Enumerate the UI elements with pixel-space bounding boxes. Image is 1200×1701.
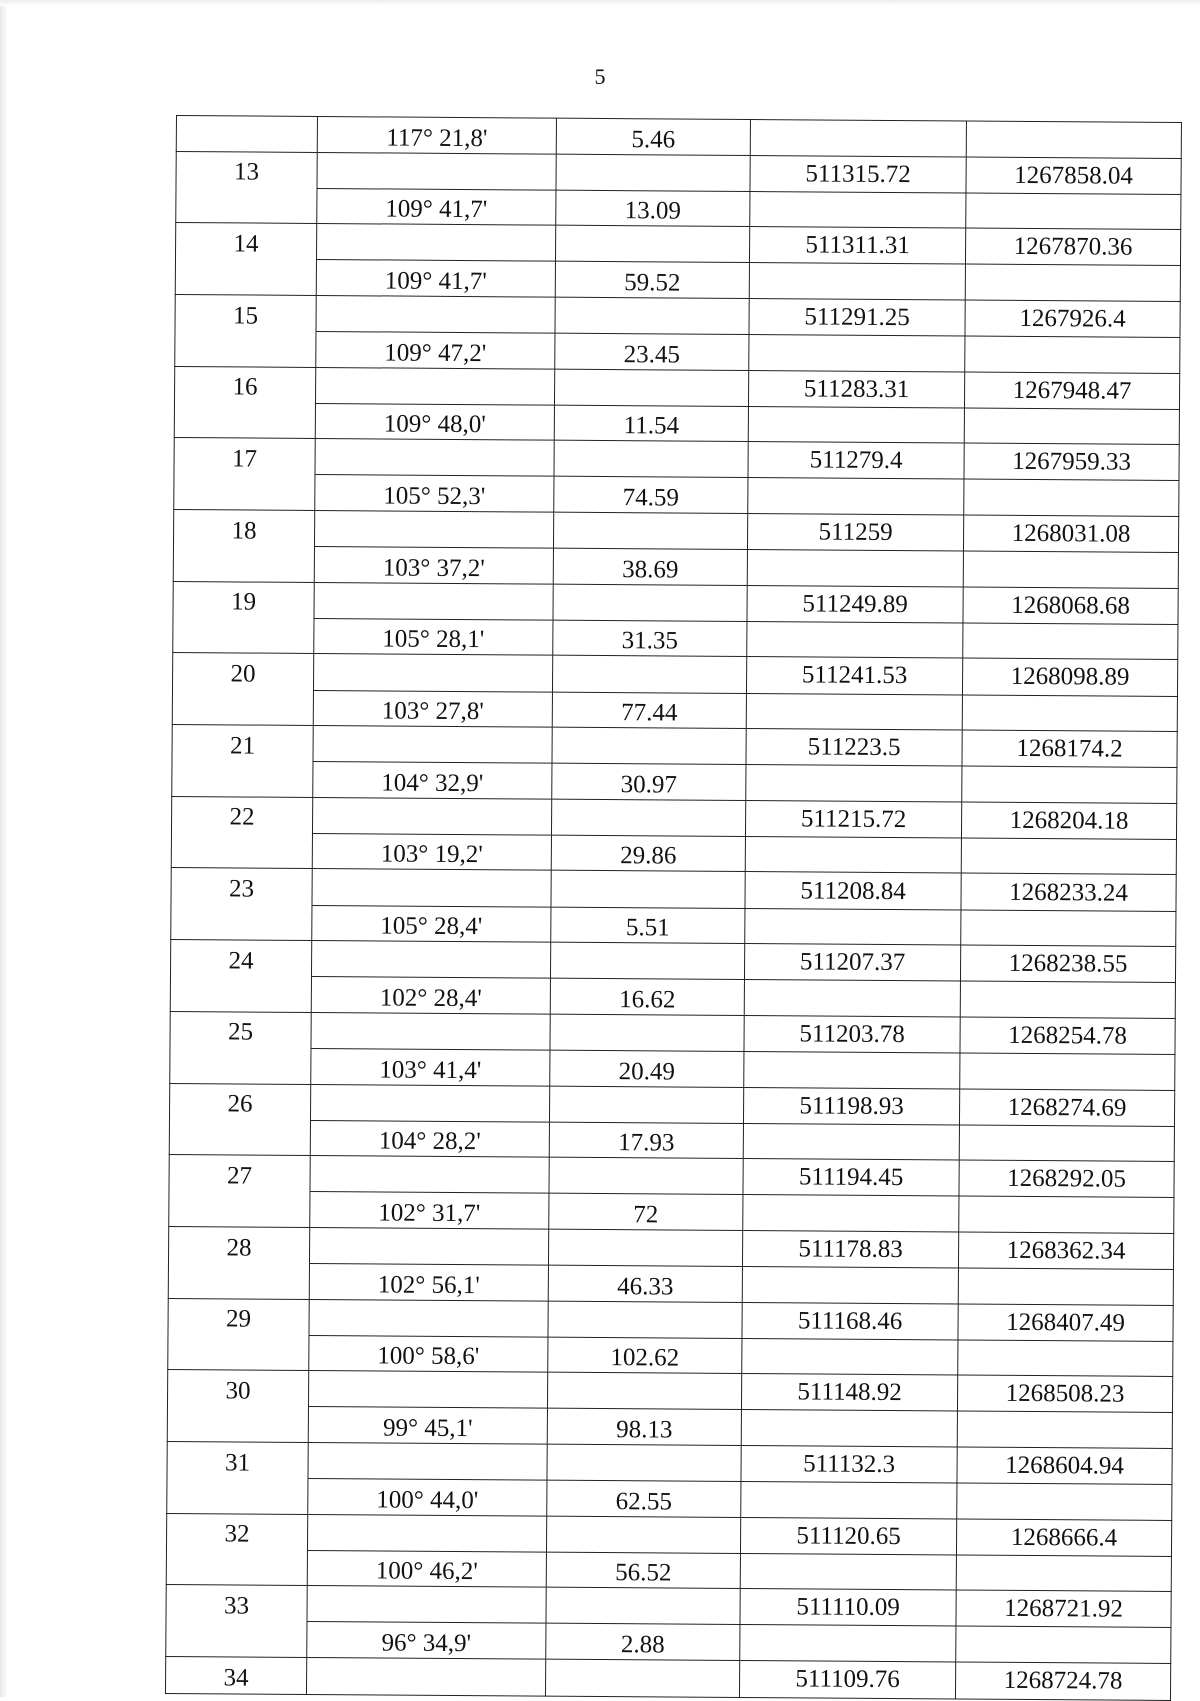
point-number-cell: 13 [176,151,317,188]
y-coordinate-cell [960,981,1175,1018]
point-number-cell: 27 [169,1155,310,1192]
scan-top-edge [0,0,1200,6]
y-coordinate-cell: 1268274.69 [959,1089,1174,1127]
y-coordinate-cell: 1268174.2 [962,730,1177,768]
direction-angle-cell: 105° 28,4' [312,905,551,942]
point-number-cell: 26 [169,1083,310,1120]
direction-angle-cell [309,1299,548,1337]
segment-length-cell [549,1086,743,1123]
point-number-cell: 17 [174,438,315,475]
y-coordinate-cell [965,336,1180,373]
segment-length-cell: 30.97 [552,763,746,800]
point-number-cell [175,259,316,296]
point-number-cell: 20 [172,653,313,690]
segment-length-cell: 74.59 [554,477,748,514]
page-number: 5 [594,64,606,89]
segment-length-cell: 31.35 [553,620,747,657]
scan-left-edge [0,0,8,1697]
segment-length-cell: 102.62 [548,1337,742,1374]
segment-length-cell [553,584,747,621]
y-coordinate-cell [957,1411,1172,1448]
direction-angle-cell [309,1227,548,1265]
point-row [165,1656,1170,1700]
point-number-cell: 15 [175,294,316,331]
segment-length-cell [553,512,747,549]
direction-angle-cell [316,224,555,262]
x-coordinate-cell: 511215.72 [745,800,961,838]
y-coordinate-cell: 1268254.78 [960,1017,1175,1055]
y-coordinate-cell [966,121,1181,158]
direction-angle-cell [310,1156,549,1194]
y-coordinate-cell: 1268362.34 [958,1232,1173,1270]
segment-length-cell [548,1301,742,1338]
y-coordinate-cell [964,408,1179,445]
direction-angle-cell [315,439,554,477]
direction-angle-cell [307,1586,546,1624]
segment-length-cell [548,1229,742,1266]
x-coordinate-cell [750,120,966,157]
y-coordinate-cell [964,479,1179,516]
segment-length-cell [554,440,748,477]
segment-length-cell [551,799,745,836]
direction-angle-cell: 100° 46,2' [307,1550,546,1587]
segment-length-cell: 17.93 [549,1122,743,1159]
x-coordinate-cell: 511223.5 [746,729,962,767]
y-coordinate-cell [960,1053,1175,1090]
x-coordinate-cell: 511207.37 [744,944,960,982]
y-coordinate-cell [959,1125,1174,1162]
y-coordinate-cell [962,766,1177,803]
direction-angle-cell [314,511,553,549]
segment-length-cell [546,1516,740,1553]
point-number-cell: 30 [167,1370,308,1407]
segment-length-cell [556,154,750,191]
segment-length-cell [552,727,746,764]
direction-angle-cell: 105° 28,1' [314,618,553,655]
segment-length-cell: 16.62 [550,978,744,1015]
direction-angle-cell [315,367,554,405]
x-coordinate-cell [745,908,961,945]
x-coordinate-cell: 511120.65 [740,1517,956,1555]
point-number-cell [169,1191,310,1228]
x-coordinate-cell: 511148.92 [741,1374,957,1412]
direction-angle-cell: 103° 27,8' [313,690,552,727]
x-coordinate-cell: 511259 [747,514,963,552]
direction-angle-cell [308,1442,547,1480]
direction-angle-cell: 103° 41,4' [311,1048,550,1085]
x-coordinate-cell: 511132.3 [741,1445,957,1483]
point-number-cell [172,761,313,798]
direction-angle-cell: 105° 52,3' [315,475,554,512]
coordinates-table [165,115,1182,1701]
point-number-cell: 28 [168,1226,309,1263]
x-coordinate-cell [743,1123,959,1160]
direction-angle-cell [308,1371,547,1409]
point-number-cell [176,116,317,153]
segment-length-cell: 38.69 [553,548,747,585]
direction-angle-cell: 103° 37,2' [314,547,553,584]
segment-length-cell [554,369,748,406]
x-coordinate-cell: 511203.78 [744,1015,960,1053]
x-coordinate-cell [744,980,960,1017]
direction-angle-cell [313,726,552,764]
segment-length-cell [551,871,745,908]
point-number-cell [170,1047,311,1084]
direction-angle-cell: 100° 58,6' [309,1335,548,1372]
direction-angle-cell: 96° 34,9' [307,1622,546,1659]
point-number-cell: 24 [170,940,311,977]
segment-length-cell [547,1372,741,1409]
point-number-cell: 16 [174,366,315,403]
x-coordinate-cell [748,478,964,515]
direction-angle-cell [314,582,553,620]
segment-length-cell [552,656,746,693]
x-coordinate-cell: 511168.46 [742,1302,958,1340]
point-number-cell [172,689,313,726]
x-coordinate-cell: 511194.45 [743,1159,959,1197]
y-coordinate-cell: 1268233.24 [961,873,1176,911]
x-coordinate-cell [742,1266,958,1303]
x-coordinate-cell [740,1625,956,1662]
segment-length-cell [555,225,749,262]
direction-angle-cell: 102° 31,7' [310,1192,549,1229]
direction-angle-cell [317,152,556,190]
y-coordinate-cell: 1267870.36 [965,228,1180,266]
y-coordinate-cell: 1268292.05 [959,1160,1174,1198]
point-number-cell [175,331,316,368]
segment-length-cell: 77.44 [552,692,746,729]
point-number-cell: 33 [166,1585,307,1622]
y-coordinate-cell [956,1555,1171,1592]
direction-angle-cell: 117° 21,8' [317,116,556,153]
y-coordinate-cell: 1268204.18 [961,802,1176,840]
y-coordinate-cell: 1268724.78 [955,1662,1170,1700]
point-number-cell [167,1406,308,1443]
x-coordinate-cell: 511315.72 [750,155,966,193]
point-number-cell: 21 [172,725,313,762]
x-coordinate-cell [750,191,966,228]
point-number-cell [169,1119,310,1156]
y-coordinate-cell: 1268098.89 [962,658,1177,696]
coordinates-table-container [165,115,1182,1701]
point-number-cell: 25 [170,1011,311,1048]
point-number-cell [166,1549,307,1586]
segment-length-cell: 98.13 [547,1408,741,1445]
segment-length-cell: 5.46 [556,118,750,155]
direction-angle-cell: 102° 56,1' [309,1263,548,1300]
x-coordinate-cell [749,335,965,372]
segment-length-cell [550,1014,744,1051]
segment-length-cell: 20.49 [550,1050,744,1087]
y-coordinate-cell: 1267948.47 [964,372,1179,410]
x-coordinate-cell [747,550,963,587]
segment-length-cell: 56.52 [546,1552,740,1589]
y-coordinate-cell: 1268407.49 [958,1304,1173,1342]
point-number-cell [173,617,314,654]
y-coordinate-cell: 1267926.4 [965,300,1180,338]
segment-length-cell [549,1157,743,1194]
direction-angle-cell: 109° 48,0' [315,403,554,440]
point-number-cell [171,832,312,869]
direction-angle-cell [311,941,550,979]
x-coordinate-cell [743,1195,959,1232]
segment-length-cell: 5.51 [551,907,745,944]
x-coordinate-cell: 511178.83 [742,1230,958,1268]
direction-angle-cell: 109° 41,7' [316,260,555,297]
segment-length-cell [546,1587,740,1624]
x-coordinate-cell [745,836,961,873]
direction-angle-cell: 109° 41,7' [317,188,556,225]
point-number-cell [173,546,314,583]
direction-angle-cell [306,1657,545,1695]
direction-angle-cell: 100° 44,0' [308,1479,547,1516]
x-coordinate-cell: 511241.53 [746,657,962,695]
segment-length-cell: 46.33 [548,1265,742,1302]
segment-length-cell: 23.45 [555,333,749,370]
segment-length-cell: 2.88 [546,1624,740,1661]
segment-length-cell [550,942,744,979]
y-coordinate-cell: 1268666.4 [956,1519,1171,1557]
y-coordinate-cell: 1268508.23 [957,1375,1172,1413]
x-coordinate-cell: 511208.84 [745,872,961,910]
point-number-cell [166,1621,307,1658]
y-coordinate-cell: 1268031.08 [963,515,1178,553]
x-coordinate-cell [744,1051,960,1088]
direction-angle-cell: 104° 32,9' [313,762,552,799]
y-coordinate-cell [958,1268,1173,1305]
point-number-cell [168,1262,309,1299]
x-coordinate-cell [742,1338,958,1375]
direction-angle-cell: 104° 28,2' [310,1120,549,1157]
y-coordinate-cell [958,1340,1173,1377]
point-number-cell [174,402,315,439]
y-coordinate-cell: 1267858.04 [966,157,1181,195]
segment-length-cell: 62.55 [547,1480,741,1517]
segment-length-cell: 59.52 [555,262,749,299]
x-coordinate-cell [749,263,965,300]
y-coordinate-cell [961,910,1176,947]
point-number-cell: 18 [173,510,314,547]
direction-angle-cell [311,1012,550,1050]
x-coordinate-cell [741,1482,957,1519]
x-coordinate-cell: 511291.25 [749,298,965,336]
y-coordinate-cell [962,695,1177,732]
y-coordinate-cell: 1268604.94 [957,1447,1172,1485]
x-coordinate-cell: 511311.31 [749,227,965,265]
point-number-cell: 23 [171,868,312,905]
segment-length-cell [555,297,749,334]
coordinates-table-body [165,116,1181,1701]
direction-angle-cell: 102° 28,4' [311,977,550,1014]
y-coordinate-cell [961,838,1176,875]
direction-angle-cell [313,654,552,692]
point-number-cell [168,1334,309,1371]
y-coordinate-cell [965,264,1180,301]
segment-length-cell: 29.86 [551,835,745,872]
point-number-cell: 14 [175,223,316,260]
direction-angle-cell [312,797,551,835]
direction-angle-cell [316,295,555,333]
y-coordinate-cell [956,1626,1171,1663]
y-coordinate-cell [966,193,1181,230]
x-coordinate-cell [747,621,963,658]
point-number-cell [167,1478,308,1515]
x-coordinate-cell [746,693,962,730]
x-coordinate-cell [740,1553,956,1590]
point-number-cell: 34 [165,1656,306,1694]
y-coordinate-cell [963,551,1178,588]
point-number-cell [174,474,315,511]
point-number-cell: 32 [166,1513,307,1550]
point-number-cell [170,976,311,1013]
x-coordinate-cell: 511110.09 [740,1589,956,1627]
segment-length-cell [545,1659,739,1697]
direction-angle-cell: 99° 45,1' [308,1407,547,1444]
x-coordinate-cell: 511279.4 [748,442,964,480]
direction-angle-cell [307,1514,546,1552]
point-number-cell: 19 [173,581,314,618]
point-number-cell: 31 [167,1441,308,1478]
x-coordinate-cell: 511109.76 [739,1661,955,1699]
point-number-cell [176,187,317,224]
x-coordinate-cell [741,1410,957,1447]
direction-angle-cell: 103° 19,2' [312,833,551,870]
direction-angle-cell [310,1084,549,1122]
y-coordinate-cell: 1268238.55 [960,945,1175,983]
x-coordinate-cell [748,406,964,443]
y-coordinate-cell: 1268068.68 [963,587,1178,625]
y-coordinate-cell: 1267959.33 [964,443,1179,481]
direction-angle-cell: 109° 47,2' [316,332,555,369]
segment-length-cell: 11.54 [554,405,748,442]
y-coordinate-cell [959,1196,1174,1233]
point-number-cell [171,904,312,941]
y-coordinate-cell: 1268721.92 [956,1590,1171,1628]
point-number-cell: 29 [168,1298,309,1335]
x-coordinate-cell: 511249.89 [747,585,963,623]
y-coordinate-cell [963,623,1178,660]
direction-angle-cell [312,869,551,907]
x-coordinate-cell: 511283.31 [748,370,964,408]
x-coordinate-cell: 511198.93 [743,1087,959,1125]
segment-length-cell: 72 [549,1193,743,1230]
point-number-cell: 22 [171,796,312,833]
y-coordinate-cell [957,1483,1172,1520]
segment-length-cell [547,1444,741,1481]
segment-length-cell: 13.09 [556,190,750,227]
x-coordinate-cell [746,765,962,802]
